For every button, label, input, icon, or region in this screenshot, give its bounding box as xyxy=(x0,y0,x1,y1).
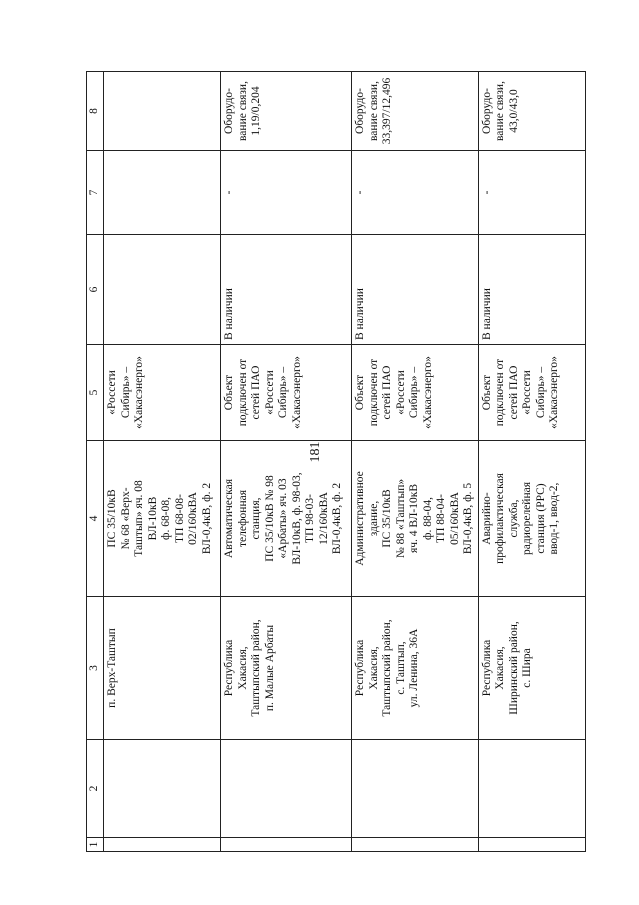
table-cell: - xyxy=(352,151,479,235)
table-cell xyxy=(221,838,352,852)
location-cell: Республика Хакасия, Таштыпский район, п. Малые Арбаты xyxy=(221,597,352,740)
location-cell: Республика Хакасия, Ширинский район, с. Шира xyxy=(478,597,585,740)
table-cell xyxy=(478,838,585,852)
equipment-cell: Оборудо- вание связи, 33,397/12,496 xyxy=(352,72,479,151)
equipment-cell xyxy=(104,72,221,151)
table-cell xyxy=(478,740,585,838)
object-cell: ПС 35/10кВ № 68 «Верх- Таштып» яч. 08 ВЛ-10кВ ф. 68-08, ТП 68-08- 02/160кВА ВЛ-0,4кВ, ф. 2 xyxy=(104,441,221,597)
table-cell xyxy=(352,838,479,852)
table-cell xyxy=(221,740,352,838)
table-row xyxy=(221,72,352,852)
table-row xyxy=(478,72,585,852)
equipment-cell: Оборудо- вание связи, 1,19/0,204 xyxy=(221,72,352,151)
header-cell: 7 xyxy=(87,151,104,235)
availability-cell: В наличии xyxy=(352,235,479,345)
supply-cell: Объект подключен от сетей ПАО «Россети Сибирь» – «Хакасэнерго» xyxy=(478,345,585,441)
equipment-cell: Оборудо- вание связи, 43,0/43,0 xyxy=(478,72,585,151)
table-cell: - xyxy=(478,151,585,235)
table-cell xyxy=(104,151,221,235)
location-cell: Республика Хакасия, Таштыпский район, с. Таштып, ул. Ленина, 36А xyxy=(352,597,479,740)
table-row xyxy=(104,72,221,852)
object-cell: Административное здание, ПС 35/10кВ № 88 «Таштып» яч. 4 ВЛ-10кВ ф. 88-04, ТП 88-04- 05/160кВА ВЛ-0,4кВ, ф. 5 xyxy=(352,441,479,597)
header-cell: 3 xyxy=(87,597,104,740)
header-cell: 2 xyxy=(87,740,104,838)
table-cell xyxy=(352,740,479,838)
rotated-table-container xyxy=(86,72,594,852)
header-cell: 4 xyxy=(87,441,104,597)
header-cell: 5 xyxy=(87,345,104,441)
header-cell: 1 xyxy=(87,838,104,852)
header-cell: 8 xyxy=(87,72,104,151)
page-number: 181 xyxy=(308,441,323,463)
header-row xyxy=(87,72,104,852)
table-cell xyxy=(104,740,221,838)
table-cell: - xyxy=(221,151,352,235)
table-cell xyxy=(104,838,221,852)
availability-cell xyxy=(104,235,221,345)
availability-cell: В наличии xyxy=(478,235,585,345)
supply-cell: Объект подключен от сетей ПАО «Россети Сибирь» – «Хакасэнерго» xyxy=(352,345,479,441)
infrastructure-table xyxy=(86,71,586,852)
header-cell: 6 xyxy=(87,235,104,345)
supply-cell: «Россети Сибирь» – «Хакасэнерго» xyxy=(104,345,221,441)
table-row xyxy=(352,72,479,852)
availability-cell: В наличии xyxy=(221,235,352,345)
location-cell: п. Верх-Таштып xyxy=(104,597,221,740)
supply-cell: Объект подключен от сетей ПАО «Россети Сибирь» – «Хакасэнерго» xyxy=(221,345,352,441)
object-cell: Аварийно- профилактическая служба, радиорелейная станция (РРС) ввод-1, ввод-2, xyxy=(478,441,585,597)
object-cell: Автоматическая телефонная станция, ПС 35/10кВ № 98 «Арбаты» яч. 03 ВЛ-10кВ, ф. 98-03, ТП 98-03- 12/160кВА ВЛ-0,4кВ, ф. 2 xyxy=(221,441,352,597)
